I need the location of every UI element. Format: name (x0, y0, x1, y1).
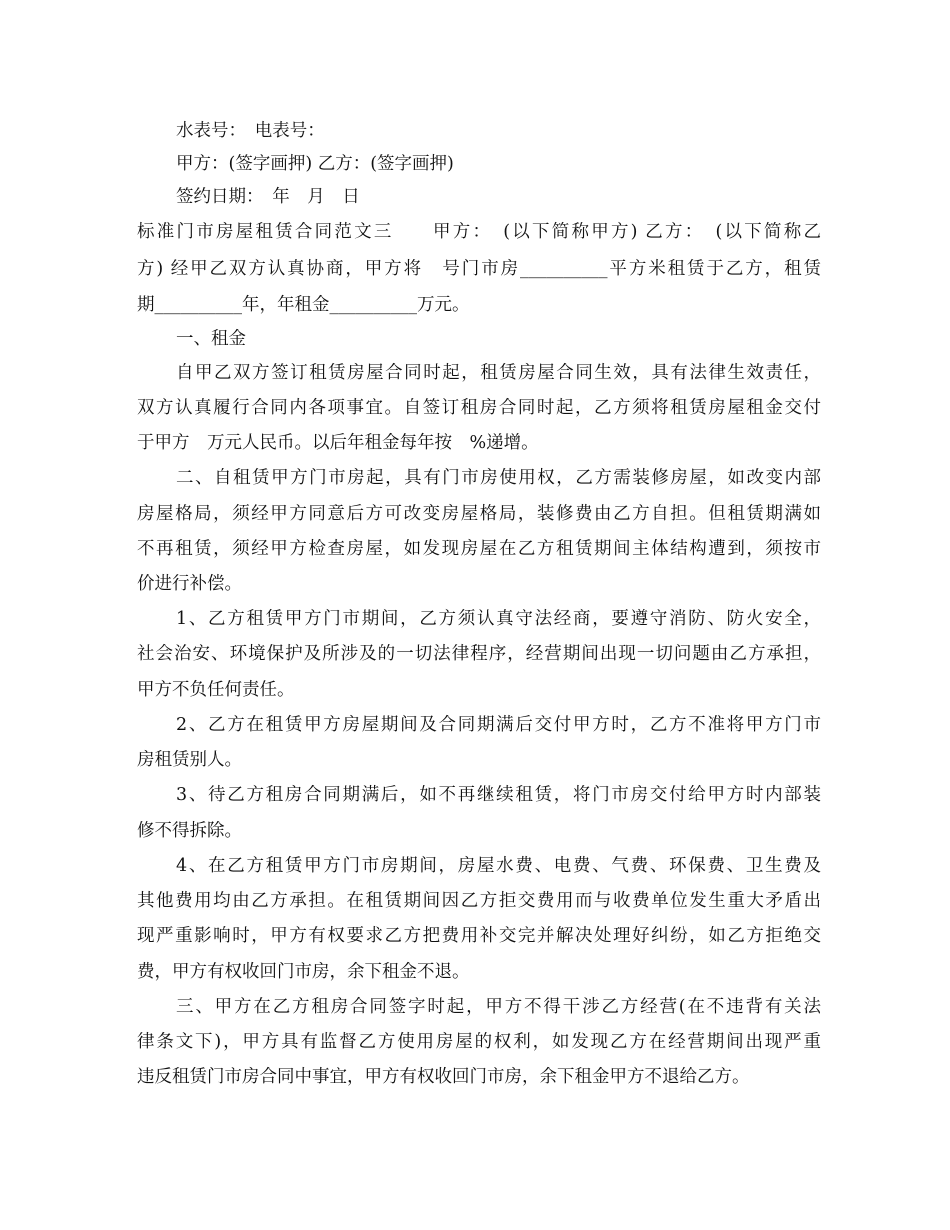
clause-line: 2、乙方在租赁甲方房屋期间及合同期满后交付甲方时，乙方不准将甲方门市 (176, 715, 821, 735)
contract-title-line: 标准门市房屋租赁合同范文三 甲方： (以下简称甲方) 乙方： (以下简称乙 (137, 222, 821, 242)
clause-line: 4、在乙方租赁甲方门市房期间，房屋水费、电费、气费、环保费、卫生费及 (176, 856, 821, 876)
clause-line: 1、乙方租赁甲方门市期间，乙方须认真守法经商，要遵守消防、防火安全， (176, 609, 821, 629)
paragraph-line: 期__________年，年租金__________万元。 (137, 295, 470, 315)
clause-line: 三、甲方在乙方租房合同签字时起，甲方不得干涉乙方经营(在不违背有关法 (176, 997, 821, 1017)
paragraph-line: 二、自租赁甲方门市房起，具有门市房使用权，乙方需装修房屋，如改变内部 (176, 468, 821, 488)
section-heading-rent: 一、租金 (176, 329, 246, 349)
clause-line: 房租赁别人。 (137, 750, 242, 770)
clause-line: 现严重影响时，甲方有权要求乙方把费用补交完并解决处理好纠纷，如乙方拒绝交 (137, 926, 821, 946)
paragraph-line: 价进行补偿。 (137, 574, 242, 594)
clause-line: 甲方不负任何责任。 (137, 680, 295, 700)
signature-line: 甲方：(签字画押) 乙方：(签字画押) (176, 154, 454, 174)
clause-line: 违反租赁门市房合同中事宜，甲方有权收回门市房，余下租金甲方不退给乙方。 (137, 1067, 750, 1087)
paragraph-line: 不再租赁，须经甲方检查房屋，如发现房屋在乙方租赁期间主体结构遭到，须按市 (137, 539, 821, 559)
clause-line: 其他费用均由乙方承担。在租赁期间因乙方拒交费用而与收费单位发生重大矛盾出 (137, 891, 821, 911)
paragraph-line: 自甲乙双方签订租赁房屋合同时起，租赁房屋合同生效，具有法律生效责任， (176, 363, 821, 383)
paragraph-line: 方) 经甲乙双方认真协商，甲方将 号门市房__________平方米租赁于乙方，租赁 (137, 259, 821, 279)
paragraph-line: 双方认真履行合同内各项事宜。自签订租房合同时起，乙方须将租赁房屋租金交付 (137, 398, 821, 418)
clause-line: 律条文下)，甲方具有监督乙方使用房屋的权利，如发现乙方在经营期间出现严重 (137, 1032, 821, 1052)
clause-line: 社会治安、环境保护及所涉及的一切法律程序，经营期间出现一切问题由乙方承担， (137, 644, 821, 664)
signing-date-line: 签约日期： 年 月 日 (176, 187, 360, 207)
clause-line: 费，甲方有权收回门市房，余下租金不退。 (137, 962, 470, 982)
paragraph-line: 房屋格局，须经甲方同意后方可改变房屋格局，装修费由乙方自担。但租赁期满如 (137, 504, 821, 524)
meter-numbers-line: 水表号： 电表号： (176, 121, 325, 141)
clause-line: 修不得拆除。 (137, 821, 242, 841)
paragraph-line: 于甲方 万元人民币。以后年租金每年按 %递增。 (137, 433, 539, 453)
clause-line: 3、待乙方租房合同期满后，如不再继续租赁，将门市房交付给甲方时内部装 (176, 785, 821, 805)
